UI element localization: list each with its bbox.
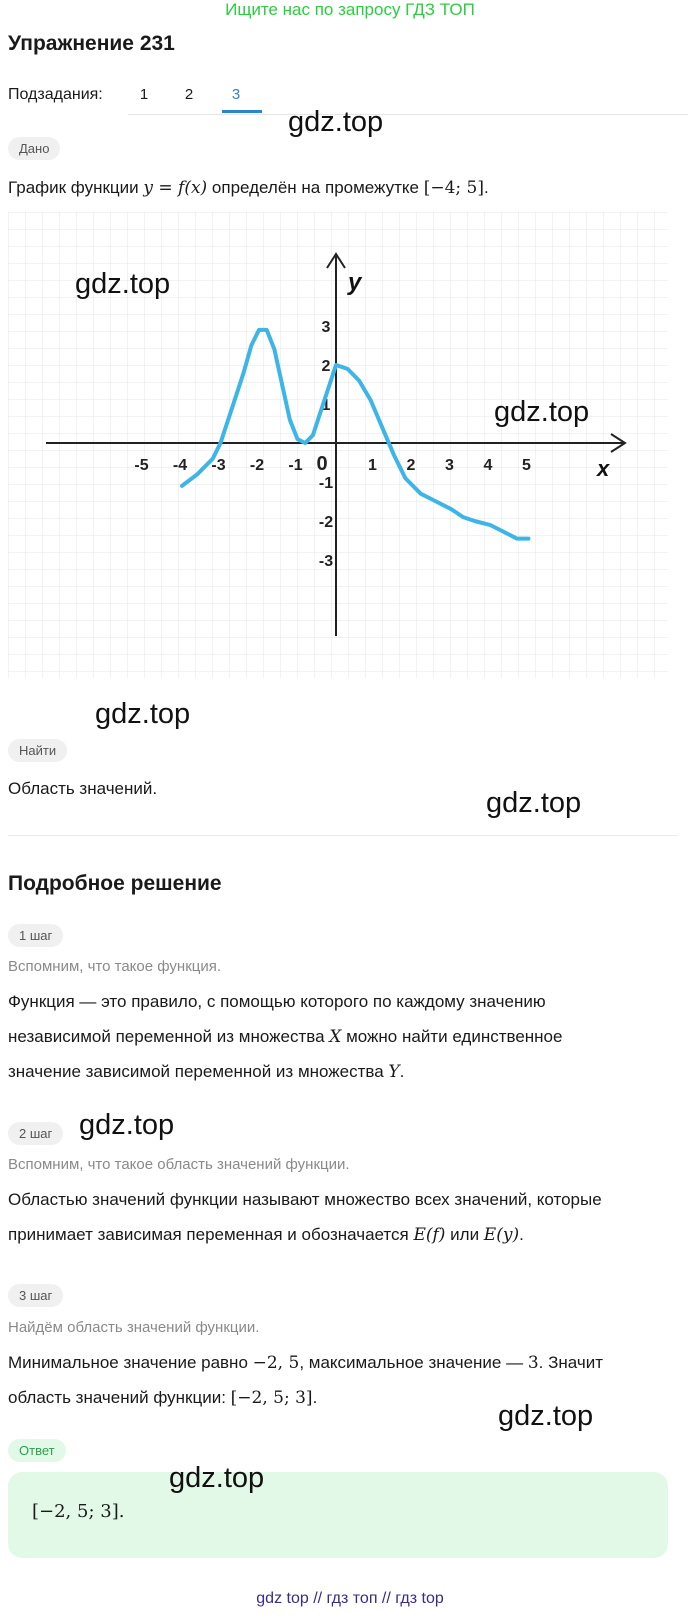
y-tick-label: -2 (318, 514, 334, 531)
notation-ef: E(f) (413, 1225, 446, 1245)
subtasks-label: Подзадания: (8, 86, 103, 103)
watermark: gdz.top (498, 1400, 594, 1432)
x-tick-label: 0 (316, 453, 328, 475)
find-chip: Найти (8, 739, 67, 762)
given-text-middle: определён на промежутке (207, 178, 424, 197)
y-tick-label: 1 (321, 397, 331, 414)
step-3-line-1-middle: , максимальное значение — (299, 1353, 528, 1372)
step-3-line-2-after: . (312, 1388, 318, 1407)
step-1-line-2-before: независимой переменной из множества (8, 1027, 330, 1046)
min-value: −2, 5 (252, 1353, 300, 1373)
set-x: X (329, 1027, 342, 1047)
step-3-line-2 (8, 1380, 317, 1416)
given-text-after: . (484, 178, 489, 197)
watermark: gdz.top (75, 268, 171, 300)
y-tick-label: -1 (318, 475, 334, 492)
step-1-line-1: Функция — это правило, с помощью которого по каждому значению (8, 992, 546, 1011)
tab-1[interactable]: 1 (139, 86, 149, 103)
find-text: Область значений. (8, 779, 158, 798)
watermark: gdz.top (95, 698, 191, 730)
x-tick-label: -5 (134, 457, 149, 474)
given-text-before: График функции (8, 178, 144, 197)
x-tick-label: 5 (522, 457, 531, 474)
step-2-or: или (445, 1225, 484, 1244)
step-3-chip: 3 шаг (8, 1284, 63, 1307)
answer-after: . (118, 1501, 125, 1522)
watermark: gdz.top (288, 106, 384, 138)
given-text (8, 170, 489, 206)
x-tick-label: 4 (483, 457, 493, 474)
x-axis-label: x (597, 456, 610, 481)
step-3-line-1 (8, 1345, 603, 1381)
step-2-chip: 2 шаг (8, 1122, 63, 1145)
given-interval: [−4; 5] (423, 178, 484, 198)
step-1-line-2 (8, 1019, 562, 1055)
given-formula: y = f(x) (143, 178, 208, 198)
max-value: 3 (527, 1353, 539, 1373)
y-tick-label: 3 (321, 319, 331, 336)
step-3-line-1-before: Минимальное значение равно (8, 1353, 253, 1372)
step-2-line-1: Областью значений функции называют множество всех значений, которые (8, 1190, 602, 1209)
promo-link[interactable]: Ищите нас по запросу ГДЗ ТОП (225, 0, 475, 19)
subtasks-tabs (128, 76, 688, 115)
set-y: Y (388, 1062, 400, 1082)
notation-ey: E(y) (483, 1225, 520, 1245)
x-tick-label: 2 (406, 457, 416, 474)
x-tick-label: 1 (368, 457, 377, 474)
active-tab-indicator (222, 110, 262, 113)
watermark: gdz.top (79, 1109, 175, 1141)
step-3-hint: Найдём область значений функции. (8, 1319, 260, 1336)
page-title: Упражнение 231 (8, 32, 175, 55)
step-2-line-2-after: . (519, 1225, 524, 1244)
step-2-hint: Вспомним, что такое область значений функции. (8, 1156, 350, 1173)
x-tick-label: 3 (445, 457, 454, 474)
watermark: gdz.top (169, 1462, 265, 1494)
given-chip: Дано (8, 137, 60, 160)
watermark: gdz.top (486, 787, 582, 819)
answer-range: [−2, 5; 3] (32, 1501, 119, 1522)
step-1-hint: Вспомним, что такое функция. (8, 958, 222, 975)
step-2-line-2-before: принимает зависимая переменная и обозначается (8, 1225, 414, 1244)
step-1-line-3 (8, 1054, 404, 1090)
divider (8, 835, 678, 836)
watermark: gdz.top (494, 396, 590, 428)
tab-3[interactable]: 3 (231, 86, 241, 103)
y-tick-label: -3 (318, 553, 334, 570)
footer-links[interactable]: gdz top // гдз топ // гдз top (256, 1590, 444, 1607)
step-3-line-2-before: область значений функции: (8, 1388, 231, 1407)
range-value: [−2, 5; 3] (230, 1388, 313, 1408)
step-1-line-3-after: . (399, 1062, 405, 1081)
y-tick-label: 2 (321, 358, 331, 375)
x-tick-label: -3 (211, 457, 226, 474)
y-axis-label: y (348, 269, 362, 296)
step-1-line-2-after: можно найти единственное (341, 1027, 563, 1046)
tab-2[interactable]: 2 (184, 86, 194, 103)
step-1-chip: 1 шаг (8, 924, 63, 947)
answer-value (32, 1494, 124, 1529)
x-tick-label: -4 (172, 457, 188, 474)
step-2-line-2 (8, 1217, 524, 1253)
step-1-line-3-before: значение зависимой переменной из множества (8, 1062, 389, 1081)
x-tick-label: -1 (288, 457, 303, 474)
x-tick-label: -2 (249, 457, 265, 474)
solution-heading: Подробное решение (8, 872, 222, 895)
step-3-line-1-after: . Значит (538, 1353, 603, 1372)
answer-chip: Ответ (8, 1439, 66, 1462)
